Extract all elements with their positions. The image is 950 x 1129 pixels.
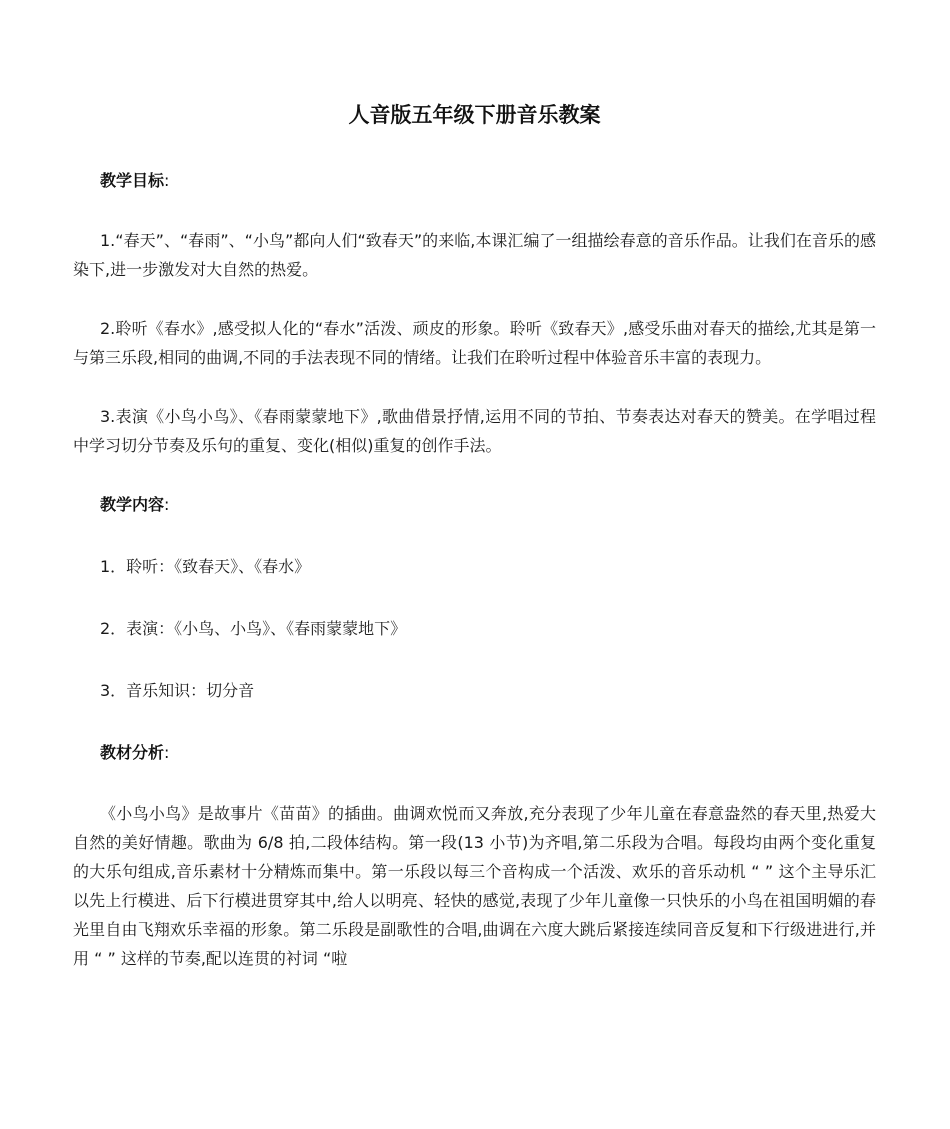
goal-paragraph-1: 1.“春天”、“春雨”、“小鸟”都向人们“致春天”的来临,本课汇编了一组描绘春意的音乐作品。让我们在音乐的感染下,进一步激发对大自然的热爱。 bbox=[73, 231, 876, 279]
goal-paragraph-3: 3.表演《小鸟小鸟》、《春雨蒙蒙地下》,歌曲借景抒情,运用不同的节拍、节奏表达对春天的赞美。在学唱过程中学习切分节奏及乐句的重复、变化(相似)重复的创作手法。 bbox=[73, 407, 876, 455]
content-item-2: 2．表演：《小鸟、小鸟》、《春雨蒙蒙地下》 bbox=[100, 619, 407, 638]
section-heading-content-colon: : bbox=[164, 495, 170, 514]
section-heading-goals bbox=[73, 169, 876, 193]
section-heading-content-label: 教学内容 bbox=[100, 495, 165, 514]
content-item-1: 1．聆听：《致春天》、《春水》 bbox=[100, 557, 311, 576]
section-heading-content bbox=[73, 493, 876, 517]
goal-paragraph-2: 2.聆听《春水》,感受拟人化的“春水”活泼、顽皮的形象。聆听《致春天》,感受乐曲对春天的描绘,尤其是第一与第三乐段,相同的曲调,不同的手法表现不同的情绪。让我们在聆听过程中体验音乐丰富的表现力。 bbox=[73, 319, 876, 367]
content-item-3: 3．音乐知识：切分音 bbox=[100, 681, 255, 700]
section-heading-analysis bbox=[73, 741, 876, 765]
analysis-paragraph: 《小鸟小鸟》是故事片《苗苗》的插曲。曲调欢悦而又奔放,充分表现了少年儿童在春意盎然的春天里,热爱大自然的美好情趣。歌曲为 6/8 拍,二段体结构。第一段(13 小节)为齐唱,第二乐段为合唱。每段均由两个变化重复的大乐句组成,音乐素材十分精炼而集中。第一乐段以每三个音构成一个活泼、欢乐的音乐动机 “ ” 这个主导乐汇以先上行模进、后下行模进贯穿其中,给人以明亮、轻快的感觉,表现了少年儿童像一只快乐的小鸟在祖国明媚的春光里自由飞翔欢乐幸福的形象。第二乐段是副歌性的合唱,曲调在六度大跳后紧接连续同音反复和下行级进进行,并用 “ ” 这样的节奏,配以连贯的衬词 “啦 bbox=[73, 804, 876, 968]
document-title: 人音版五年级下册音乐教案 bbox=[348, 103, 601, 127]
section-heading-analysis-label: 教材分析 bbox=[100, 743, 165, 762]
section-heading-analysis-colon: : bbox=[164, 743, 170, 762]
section-heading-goals-label: 教学目标 bbox=[100, 171, 165, 190]
section-heading-goals-colon: : bbox=[164, 171, 170, 190]
